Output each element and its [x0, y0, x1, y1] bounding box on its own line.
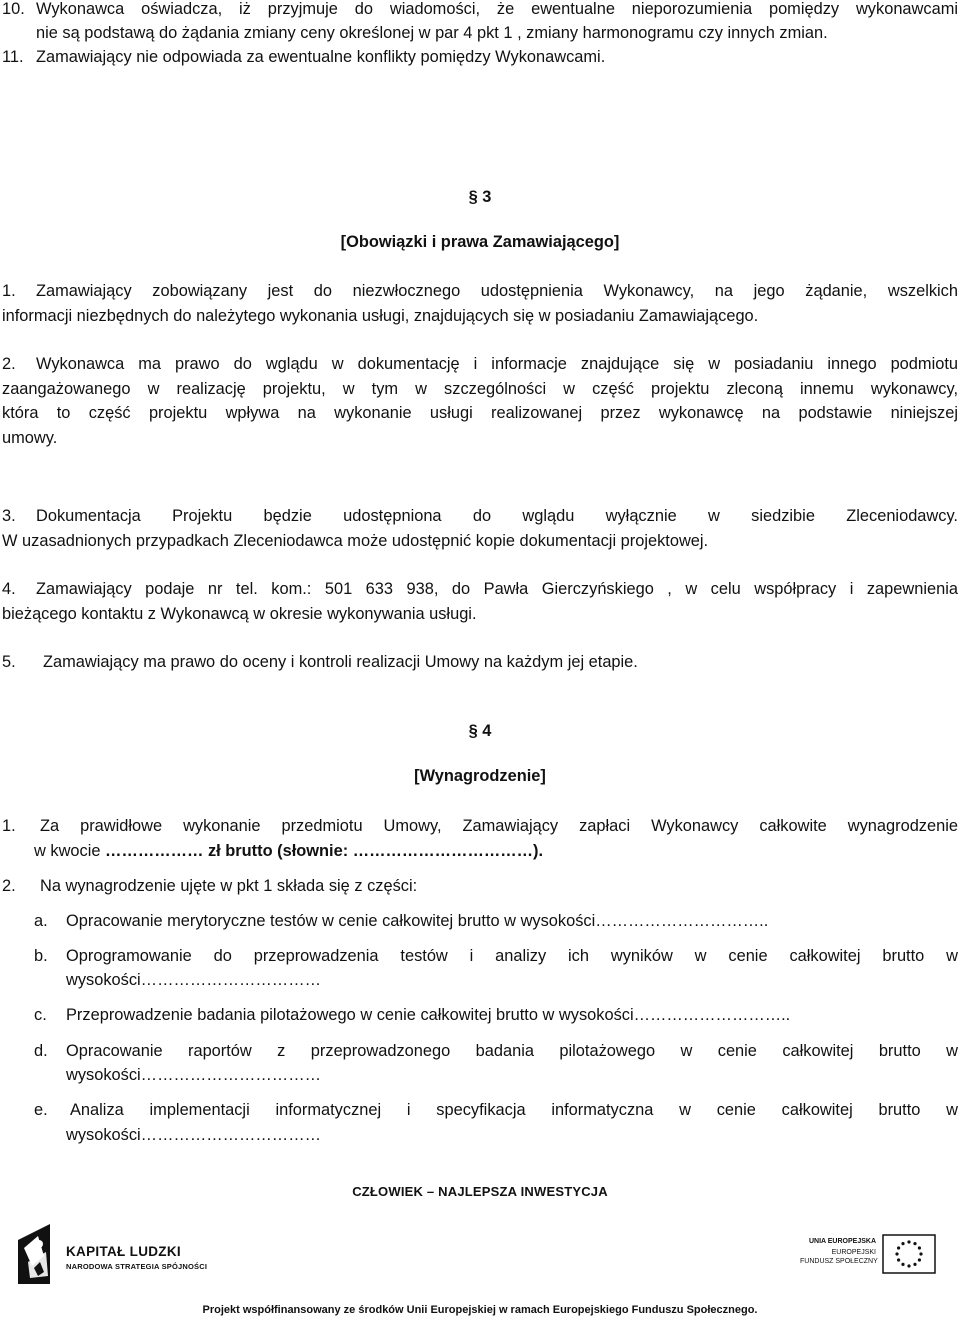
sub-item-letter: d.	[34, 1042, 48, 1060]
paragraph-line: Wykonawca ma prawo do wglądu w dokumentację i informacje znajdujące się w posiadaniu innego podmiotu	[36, 355, 958, 373]
footer-motto: CZŁOWIEK – NAJLEPSZA INWESTYCJA	[352, 1184, 608, 1199]
paragraph-line: Opracowanie merytoryczne testów w cenie całkowitej brutto w wysokości…………………………..	[66, 912, 769, 930]
section-mark: § 4	[468, 722, 492, 740]
paragraph-line: Zamawiający zobowiązany jest do niezwłocznego udostępnienia Wykonawcy, na jego żądanie, wszelkich	[36, 282, 958, 300]
paragraph-line: która to część projektu wpływa na wykonanie usługi realizowanej przez wykonawcę na podstawie niniejszej	[2, 404, 958, 422]
item-number: 5.	[2, 653, 16, 671]
item-number: 1.	[2, 817, 16, 835]
section-title: [Obowiązki i prawa Zamawiającego]	[340, 233, 620, 251]
paragraph-line: Oprogramowanie do przeprowadzenia testów i analizy ich wyników w cenie całkowitej brutto w	[66, 947, 958, 965]
paragraph-line: Analiza implementacji informatycznej i specyfikacja informatyczna w cenie całkowitej brutto w	[70, 1101, 958, 1119]
paragraph-line: Opracowanie raportów z przeprowadzonego badania pilotażowego w cenie całkowitej brutto w	[66, 1042, 958, 1060]
eu-logo-line2: EUROPEJSKI	[831, 1249, 876, 1256]
eu-logo-line3: FUNDUSZ SPOŁECZNY	[800, 1258, 878, 1265]
footer-project-note: Projekt współfinansowany ze środków Unii Europejskiej w ramach Europejskiego Funduszu Społecznego.	[202, 1304, 758, 1316]
paragraph-line: wysokości……………………………	[66, 971, 321, 989]
eu-logo-line1: UNIA EUROPEJSKA	[808, 1238, 876, 1245]
sub-item-letter: c.	[34, 1006, 47, 1024]
logo-left-title: KAPITAŁ LUDZKI	[66, 1244, 181, 1259]
paragraph-line: Zamawiający nie odpowiada za ewentualne konflikty pomiędzy Wykonawcami.	[36, 48, 606, 66]
paragraph-line: wysokości……………………………	[66, 1066, 321, 1084]
paragraph-line: Przeprowadzenie badania pilotażowego w cenie całkowitej brutto w wysokości………………………..	[66, 1006, 791, 1024]
kapital-ludzki-logo	[18, 1222, 248, 1284]
item-number: 2.	[2, 355, 16, 373]
paragraph-line: wysokości……………………………	[66, 1126, 321, 1144]
section-title: [Wynagrodzenie]	[414, 767, 546, 785]
item-number: 11.	[2, 48, 24, 66]
paragraph-line: zaangażowanego w realizację projektu, w tym w szczególności w część projektu zleconą innemu wykonawcy,	[2, 380, 958, 398]
sub-item-letter: a.	[34, 912, 48, 930]
paragraph-line: bieżącego kontaktu z Wykonawcą w okresie wykonywania usługi.	[2, 605, 477, 623]
paragraph-line: Za prawidłowe wykonanie przedmiotu Umowy, Zamawiający zapłaci Wykonawcy całkowite wynagrodzenie	[40, 817, 958, 835]
paragraph-line: informacji niezbędnych do należytego wykonania usługi, znajdujących się w posiadaniu Zamawiającego.	[2, 307, 759, 325]
paragraph-line: W uzasadnionych przypadkach Zleceniodawca może udostępnić kopie dokumentacji projektowej.	[2, 532, 709, 550]
item-number: 2.	[2, 877, 16, 895]
paragraph-line: Na wynagrodzenie ujęte w pkt 1 składa się z części:	[40, 877, 418, 895]
paragraph-line: Zamawiający ma prawo do oceny i kontroli realizacji Umowy na każdym jej etapie.	[43, 653, 638, 671]
paragraph-line: umowy.	[2, 429, 58, 447]
amount-label: w kwocie	[34, 842, 106, 860]
paragraph-line: nie są podstawą do żądania zmiany ceny określonej w par 4 pkt 1 , zmiany harmonogramu czy innych zmian.	[36, 24, 828, 42]
paragraph-line: Zamawiający podaje nr tel. kom.: 501 633 938, do Pawła Gierczyńskiego , w celu współpracy i zapewnienia	[36, 580, 958, 598]
amount-blank: ……………… zł brutto (słownie: ……………………………).	[105, 842, 544, 860]
section-mark: § 3	[468, 188, 492, 206]
item-number: 4.	[2, 580, 16, 598]
paragraph-line: Dokumentacja Projektu będzie udostępniona do wglądu wyłącznie w siedzibie Zleceniodawcy.	[36, 507, 958, 525]
eu-logo	[800, 1234, 940, 1278]
sub-item-letter: e.	[34, 1101, 48, 1119]
item-number: 3.	[2, 507, 16, 525]
item-number: 10.	[2, 0, 25, 18]
paragraph-line: Wykonawca oświadcza, iż przyjmuje do wiadomości, że ewentualne nieporozumienia pomiędzy wykonawcami	[36, 0, 958, 18]
item-number: 1.	[2, 282, 16, 300]
eu-flag-icon	[882, 1234, 936, 1274]
logo-left-subtitle: NARODOWA STRATEGIA SPÓJNOŚCI	[66, 1262, 208, 1271]
paragraph-line	[34, 839, 958, 864]
sub-item-letter: b.	[34, 947, 48, 965]
